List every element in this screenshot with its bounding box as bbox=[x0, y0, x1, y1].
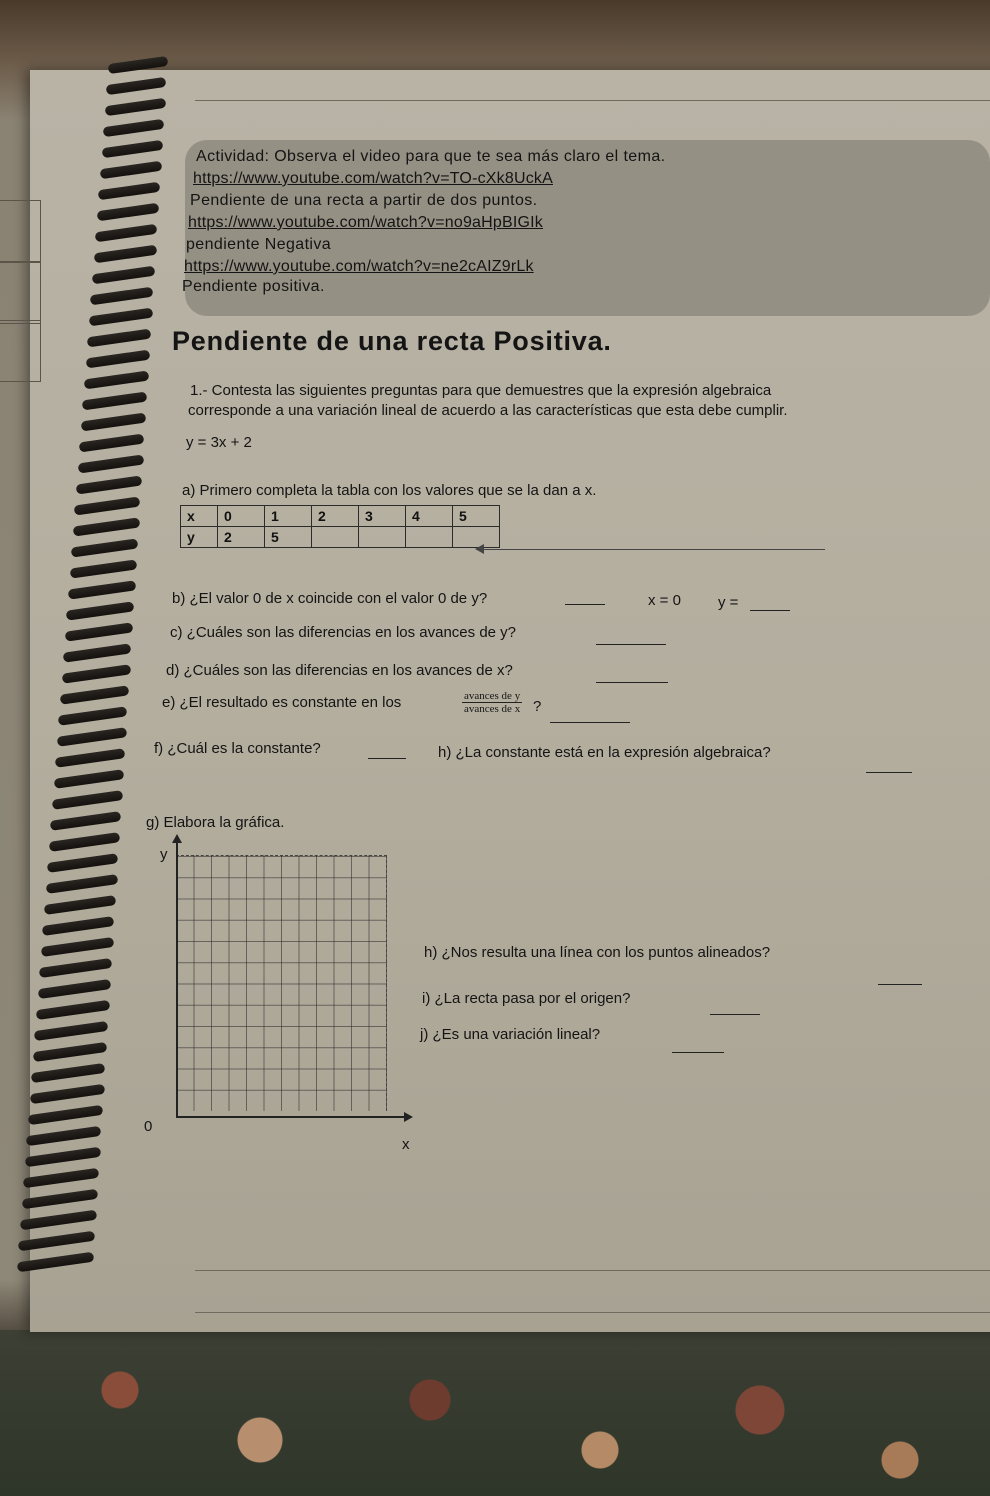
question-e-mark: ? bbox=[533, 698, 542, 715]
answer-blank-d[interactable] bbox=[596, 668, 668, 683]
question-b-y: y = bbox=[718, 594, 739, 611]
spiral-coil bbox=[64, 622, 133, 641]
table-cell: y bbox=[181, 527, 218, 548]
spiral-coil bbox=[79, 433, 145, 452]
spiral-coil bbox=[34, 1021, 108, 1041]
page-rule bbox=[195, 1312, 990, 1313]
table-cell: 3 bbox=[359, 506, 406, 527]
x-axis bbox=[176, 1116, 406, 1118]
answer-blank-j[interactable] bbox=[672, 1038, 724, 1053]
spiral-coil bbox=[95, 224, 158, 243]
table-cell[interactable] bbox=[406, 527, 453, 548]
y-axis bbox=[176, 840, 178, 1118]
spiral-coil bbox=[92, 266, 156, 285]
answer-blank-b[interactable] bbox=[565, 590, 605, 605]
spiral-coil bbox=[39, 958, 113, 978]
spiral-coil bbox=[32, 1042, 107, 1062]
spiral-coil bbox=[101, 140, 163, 158]
question-h1: h) ¿La constante está en la expresión algebraica? bbox=[438, 744, 771, 761]
question-j: j) ¿Es una variación lineal? bbox=[420, 1026, 601, 1043]
table-cell: 4 bbox=[406, 506, 453, 527]
spiral-coil bbox=[52, 790, 123, 810]
spiral-coil bbox=[68, 580, 136, 599]
table-cell: 0 bbox=[218, 506, 265, 527]
question-b-x: x = 0 bbox=[648, 592, 681, 609]
pointer-line bbox=[480, 549, 825, 550]
video-link-3[interactable]: https://www.youtube.com/watch?v=ne2cAIZ9rLk bbox=[184, 258, 534, 275]
spiral-coil bbox=[85, 350, 150, 369]
table-cell[interactable] bbox=[312, 527, 359, 548]
spiral-coil bbox=[36, 1000, 110, 1020]
arrow-left-icon bbox=[475, 544, 484, 554]
graph-y-label: y bbox=[160, 846, 168, 863]
answer-blank-e[interactable] bbox=[550, 708, 630, 723]
spiral-coil bbox=[87, 329, 152, 348]
spiral-coil bbox=[60, 685, 130, 705]
answer-blank-f[interactable] bbox=[368, 744, 406, 759]
spiral-coil bbox=[77, 454, 143, 473]
question-b: b) ¿El valor 0 de x coincide con el valor 0 de y? bbox=[172, 590, 488, 607]
table-row bbox=[181, 527, 500, 548]
graph-grid[interactable] bbox=[176, 855, 387, 1111]
question-i: i) ¿La recta pasa por el origen? bbox=[422, 990, 631, 1007]
table-cell: 2 bbox=[218, 527, 265, 548]
answer-blank-i[interactable] bbox=[710, 1000, 760, 1015]
activity-text: Actividad: Observa el video para que te sea más claro el tema. bbox=[196, 148, 666, 165]
spiral-coil bbox=[104, 98, 165, 116]
spiral-coil bbox=[88, 308, 152, 327]
part-a-text: a) Primero completa la tabla con los valores que se la dan a x. bbox=[182, 482, 597, 499]
spiral-coil bbox=[44, 895, 117, 915]
spiral-coil bbox=[31, 1063, 106, 1083]
page-rule bbox=[195, 1270, 990, 1271]
spiral-coil bbox=[63, 643, 132, 662]
spiral-coil bbox=[18, 1231, 95, 1252]
spiral-coil bbox=[76, 475, 143, 494]
spiral-coil bbox=[21, 1189, 98, 1210]
spiral-coil bbox=[24, 1147, 100, 1167]
back-sheet-edge bbox=[0, 200, 41, 262]
spiral-coil bbox=[56, 727, 126, 747]
spiral-coil bbox=[72, 517, 139, 536]
question-d: d) ¿Cuáles son las diferencias en los avances de x? bbox=[166, 662, 513, 679]
page-rule bbox=[195, 100, 990, 101]
question-f: f) ¿Cuál es la constante? bbox=[154, 740, 321, 757]
question-e: e) ¿El resultado es constante en los bbox=[162, 694, 402, 711]
table-row bbox=[181, 506, 500, 527]
spiral-coil bbox=[23, 1168, 100, 1188]
spiral-coil bbox=[29, 1084, 104, 1104]
spiral-coil bbox=[55, 748, 126, 768]
spiral-coil bbox=[45, 874, 117, 894]
video-caption-2: pendiente Negativa bbox=[186, 236, 332, 253]
instruction-line-1: 1.- Contesta las siguientes preguntas para que demuestres que la expresión algebraica bbox=[190, 382, 772, 399]
graph-origin-label: 0 bbox=[144, 1118, 153, 1135]
spiral-coil bbox=[93, 245, 156, 264]
spiral-coil bbox=[96, 203, 159, 222]
spiral-coil bbox=[61, 664, 130, 683]
spiral-coil bbox=[28, 1105, 104, 1125]
arrow-right-icon bbox=[404, 1112, 413, 1122]
table-cell: 5 bbox=[453, 506, 500, 527]
spiral-coil bbox=[58, 706, 128, 726]
graph-x-label: x bbox=[402, 1136, 410, 1153]
answer-blank-h1[interactable] bbox=[866, 758, 912, 773]
spiral-coil bbox=[103, 119, 165, 137]
spiral-coil bbox=[84, 371, 149, 390]
answer-blank-h2[interactable] bbox=[878, 970, 922, 985]
spiral-coil bbox=[26, 1126, 102, 1146]
spiral-coil bbox=[71, 538, 139, 557]
fraction-numerator: avances de y bbox=[464, 690, 521, 702]
spiral-coil bbox=[47, 853, 119, 873]
values-table bbox=[180, 505, 500, 548]
fraction-avances bbox=[462, 690, 522, 715]
spiral-coil bbox=[42, 916, 115, 936]
back-sheet-edge bbox=[0, 320, 41, 382]
spiral-coil bbox=[50, 811, 121, 831]
spiral-coil bbox=[48, 832, 120, 852]
answer-blank-b-y[interactable] bbox=[750, 596, 790, 611]
spiral-coil bbox=[37, 979, 111, 999]
spiral-coil bbox=[40, 937, 113, 957]
table-cell: 5 bbox=[265, 527, 312, 548]
spiral-coil bbox=[106, 77, 167, 95]
spiral-coil bbox=[100, 161, 162, 179]
answer-blank-c[interactable] bbox=[596, 630, 666, 645]
table-cell: 1 bbox=[265, 506, 312, 527]
fraction-denominator: avances de x bbox=[464, 703, 521, 715]
arrow-up-icon bbox=[172, 834, 182, 843]
spiral-coil bbox=[20, 1210, 97, 1231]
page-title: Pendiente de una recta Positiva. bbox=[172, 326, 612, 356]
equation: y = 3x + 2 bbox=[186, 434, 252, 451]
table-cell: 2 bbox=[312, 506, 359, 527]
back-sheet-edge bbox=[0, 262, 41, 324]
spiral-coil bbox=[66, 601, 135, 620]
spiral-coil bbox=[90, 287, 154, 306]
table-cell: x bbox=[181, 506, 218, 527]
question-c: c) ¿Cuáles son las diferencias en los avances de y? bbox=[170, 624, 517, 641]
spiral-coil bbox=[16, 1252, 94, 1273]
spiral-coil bbox=[80, 413, 146, 432]
spiral-coil bbox=[53, 769, 124, 789]
spiral-coil bbox=[82, 392, 148, 411]
video-caption-3: Pendiente positiva. bbox=[182, 278, 325, 295]
spiral-coil bbox=[74, 496, 141, 515]
spiral-coil bbox=[98, 182, 161, 201]
instruction-line-2: corresponde a una variación lineal de acuerdo a las características que esta debe cumplir. bbox=[188, 402, 788, 419]
video-link-1[interactable]: https://www.youtube.com/watch?v=TO-cXk8UckA bbox=[193, 170, 553, 187]
video-caption-1: Pendiente de una recta a partir de dos puntos. bbox=[190, 192, 538, 209]
table-cell[interactable] bbox=[359, 527, 406, 548]
video-link-2[interactable]: https://www.youtube.com/watch?v=no9aHpBIGIk bbox=[188, 214, 543, 231]
spiral-coil bbox=[69, 559, 137, 578]
question-g: g) Elabora la gráfica. bbox=[146, 814, 285, 831]
fabric-background bbox=[0, 1330, 990, 1496]
question-h2: h) ¿Nos resulta una línea con los puntos alineados? bbox=[424, 944, 771, 961]
